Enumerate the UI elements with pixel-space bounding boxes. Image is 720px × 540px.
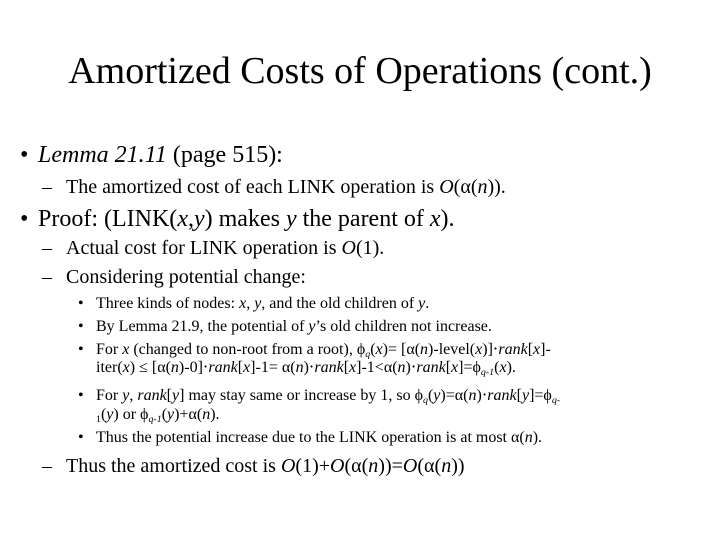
text: . [425, 295, 430, 312]
alpha-symbol: α [188, 406, 197, 423]
subscript-q-dash: q- [551, 394, 561, 406]
text: [ [166, 387, 172, 404]
text: [ [445, 359, 452, 376]
lemma-statement-text: The amortized cost of each LINK operation is [66, 176, 440, 198]
var-x: x [177, 206, 188, 232]
text: )) [451, 455, 465, 477]
text: ) or [113, 406, 141, 423]
var-y: y [433, 387, 441, 404]
text: )-level( [428, 341, 476, 358]
var-x: x [349, 359, 357, 376]
text: ) [476, 387, 482, 404]
var-y: y [122, 387, 130, 404]
actual-cost-text: Actual cost for LINK operation is [66, 237, 342, 259]
lemma-page-ref: (page 515): [166, 142, 283, 168]
text: , [129, 387, 138, 404]
dot-operator: ⋅ [308, 359, 315, 376]
var-y: y [106, 406, 114, 423]
text: ( [392, 359, 398, 376]
var-y: y [172, 387, 180, 404]
nodes-kinds-line [96, 294, 429, 313]
rank-word: rank [208, 359, 238, 376]
big-o: O [280, 455, 296, 477]
rank-word: rank [314, 359, 344, 376]
alpha-symbol: α [406, 341, 415, 358]
var-n: n [368, 455, 379, 477]
text: )] [482, 341, 493, 358]
rank-word: rank [498, 341, 528, 358]
dash-marker: – [42, 455, 52, 477]
text: ( [427, 387, 434, 404]
actual-cost-line [66, 236, 384, 260]
bullet-marker: • [20, 142, 29, 168]
big-o: O [439, 176, 454, 198]
for-x-line-2 [96, 358, 516, 377]
alpha-symbol: α [424, 455, 435, 477]
var-y: y [285, 206, 297, 232]
var-y: y [308, 318, 316, 335]
var-x: x [499, 359, 507, 376]
text: [ [147, 359, 158, 376]
var-y: y [193, 206, 205, 232]
slide-title: Amortized Costs of Operations (cont.) [68, 50, 652, 92]
var-n: n [441, 455, 452, 477]
subscript-q-1: q-1 [480, 366, 495, 378]
proof-text: Proof: (LINK( [38, 206, 178, 232]
text: , and the old children of [261, 295, 419, 312]
text: iter( [96, 359, 123, 376]
text: , [246, 295, 255, 312]
proof-text: the parent of [296, 206, 430, 232]
text: ( [196, 406, 203, 423]
sub-bullet-marker: • [78, 341, 84, 358]
sub-bullet-marker: • [78, 318, 84, 335]
var-x: x [475, 341, 483, 358]
var-n: n [295, 359, 304, 376]
text: ). [210, 406, 220, 423]
comma: , [187, 206, 194, 232]
text: ( [370, 341, 376, 358]
lemma-219-line [96, 317, 492, 336]
text: ( [165, 359, 171, 376]
var-n: n [420, 341, 429, 358]
var-x: x [375, 341, 383, 358]
text: [ [237, 359, 244, 376]
text: ’s old children not increase. [315, 318, 492, 335]
text: )-0] [178, 359, 203, 376]
var-y: y [167, 406, 175, 423]
bullet-marker: • [20, 206, 29, 232]
rank-word: rank [416, 359, 446, 376]
rank-word: rank [487, 387, 517, 404]
alpha-symbol: α [454, 387, 464, 404]
var-x: x [122, 359, 130, 376]
text: )= [ [382, 341, 407, 358]
var-n: n [524, 429, 533, 446]
var-x: x [451, 359, 459, 376]
phi-symbol: ϕ [140, 406, 149, 423]
text: [ [343, 359, 350, 376]
dash-marker: – [42, 266, 52, 288]
var-x: x [243, 359, 251, 376]
text: ( [361, 455, 369, 477]
text: ( [463, 387, 469, 404]
big-o: O [402, 455, 418, 477]
alpha-symbol: α [281, 359, 291, 376]
var-n: n [170, 359, 179, 376]
phi-symbol: ϕ [356, 341, 366, 358]
subscript-q-1: q-1 [148, 413, 162, 425]
actual-cost-rest: (1). [355, 237, 385, 259]
sub-bullet-marker: • [78, 295, 84, 312]
text: ( [414, 341, 421, 358]
for-y-line-2 [96, 405, 220, 424]
dot-operator: ⋅ [410, 359, 417, 376]
phi-symbol: ϕ [472, 359, 481, 376]
alpha-symbol: α [157, 359, 166, 376]
text: ). [506, 359, 516, 376]
lemma-statement [66, 175, 506, 199]
phi-symbol: ϕ [543, 387, 552, 404]
text: Three kinds of nodes: [96, 295, 240, 312]
alpha-symbol: α [460, 176, 471, 198]
text: ]-1= [250, 359, 282, 376]
text: By Lemma 21.9, the potential of [96, 318, 309, 335]
text: ( [100, 406, 107, 423]
text: ]= [458, 359, 473, 376]
var-y: y [418, 295, 426, 312]
potential-change-line: Considering potential change: [66, 266, 306, 288]
text: ]= [529, 387, 544, 404]
var-x: x [533, 341, 541, 358]
proof-text: ) makes [204, 206, 286, 232]
var-x: x [239, 295, 247, 312]
potential-increase-line [96, 428, 542, 447]
for-x-line-1 [96, 340, 551, 359]
text: ( [290, 359, 296, 376]
text: (1)+ [295, 455, 331, 477]
subscript-1: 1 [96, 413, 101, 425]
alpha-symbol: α [383, 359, 393, 376]
alpha-symbol: α [351, 455, 362, 477]
subscript-q: q [423, 394, 428, 406]
text: ( [494, 359, 500, 376]
text: [ [516, 387, 522, 404]
text: ]-1< [356, 359, 384, 376]
text: Thus the amortized cost is [66, 455, 281, 477]
big-o: O [330, 455, 345, 477]
var-y: y [254, 295, 262, 312]
text: ) [303, 359, 309, 376]
text: For [96, 341, 123, 358]
text: Thus the potential increase due to the LINK operation is at most [96, 429, 511, 446]
text: For [96, 387, 123, 404]
lemma-line [38, 141, 283, 169]
proof-line [38, 205, 455, 233]
text: ]- [540, 341, 551, 358]
var-n: n [468, 387, 477, 404]
text: ). [532, 429, 543, 446]
subscript-q: q [365, 348, 371, 360]
text: (changed to non-root from a root), [129, 341, 357, 358]
text: ))= [378, 455, 403, 477]
alpha-symbol: α [511, 429, 520, 446]
text: [ [527, 341, 534, 358]
var-n: n [202, 406, 211, 423]
dash-marker: – [42, 237, 52, 259]
dash-marker: – [42, 176, 52, 198]
text: ( [161, 406, 168, 423]
lemma-name: Lemma 21.11 [38, 142, 167, 168]
proof-text: ). [440, 206, 455, 232]
text: )= [440, 387, 455, 404]
text: ) [405, 359, 411, 376]
text: ( [519, 429, 525, 446]
paren: )). [487, 176, 506, 198]
text: ( [417, 455, 425, 477]
dot-operator: ⋅ [481, 387, 488, 404]
var-x: x [122, 341, 130, 358]
paren: ( [470, 176, 478, 198]
phi-symbol: ϕ [414, 387, 424, 404]
dot-operator: ⋅ [492, 341, 499, 358]
dot-operator: ⋅ [202, 359, 209, 376]
sub-bullet-marker: • [78, 387, 84, 404]
paren: ( [453, 176, 461, 198]
var-n: n [397, 359, 406, 376]
var-n: n [477, 176, 488, 198]
text: ) [129, 359, 140, 376]
var-y: y [521, 387, 530, 404]
le-symbol: ≤ [139, 359, 148, 376]
conclusion-line [66, 454, 465, 478]
text: ( [344, 455, 352, 477]
var-x: x [429, 206, 441, 232]
text: )+ [174, 406, 189, 423]
sub-bullet-marker: • [78, 429, 84, 446]
text: ] may stay same or increase by 1, so [179, 387, 415, 404]
rank-word: rank [137, 387, 167, 404]
text: ( [434, 455, 442, 477]
big-o: O [341, 237, 356, 259]
for-y-line-1 [96, 386, 560, 405]
